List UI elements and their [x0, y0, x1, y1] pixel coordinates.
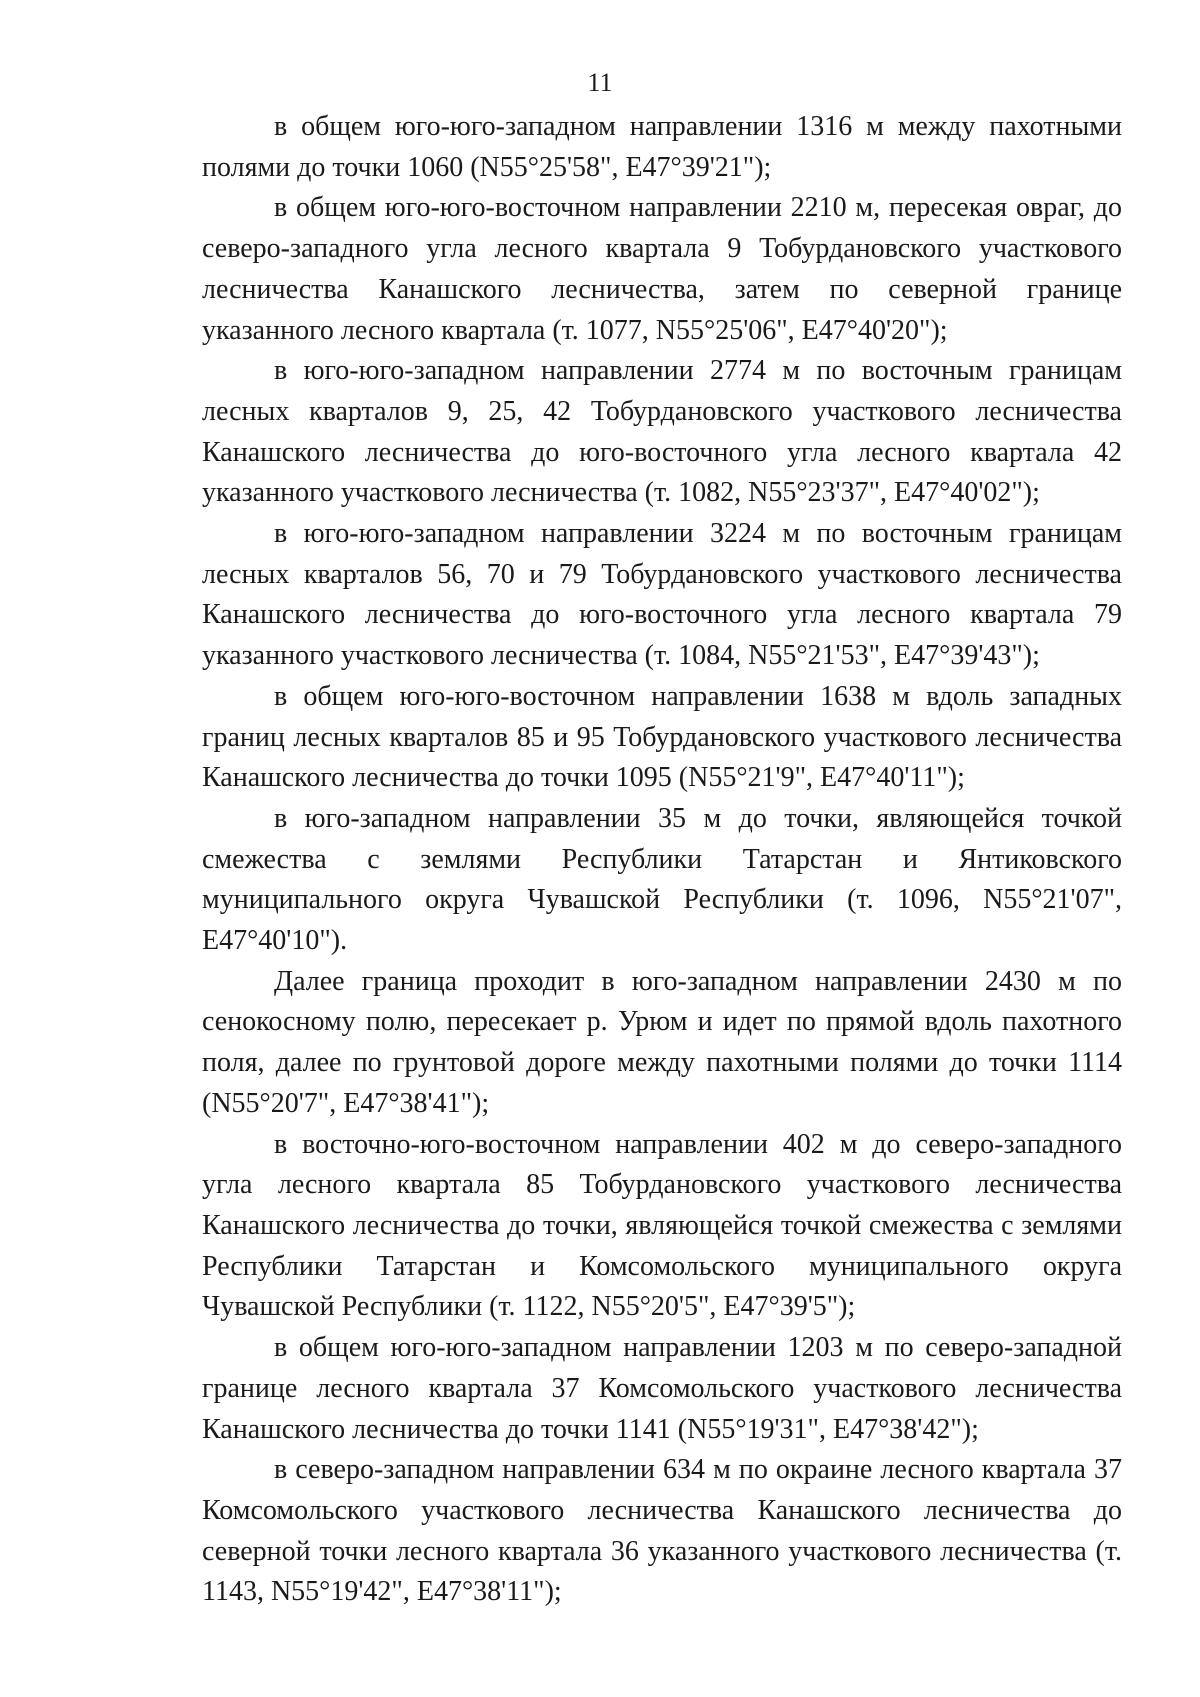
paragraph: в юго-юго-западном направлении 2774 м по восточным границам лесных кварталов 9, 25, 42 Тобурдановского участкового лесничества Канашского лесничества до юго-восточного угла лесного квартала 42 указанного участкового лесничества (т. 1082, N55°23'37", E47°40'02"); [202, 355, 1122, 509]
paragraph: в общем юго-юго-восточном направлении 2210 м, пересекая овраг, до северо-западного угла лесного квартала 9 Тобурдановского участкового лесничества Канашского лесничества, затем по северной границе указанного лесного квартала (т. 1077, N55°25'06", E47°40'20"); [202, 192, 1122, 346]
paragraph: Далее граница проходит в юго-западном направлении 2430 м по сенокосному полю, пересекает р. Урюм и идет по прямой вдоль пахотного поля, далее по грунтовой дороге между пахотными полями до точки 1114 (N55°20'7", E47°38'41"); [202, 965, 1122, 1119]
paragraph: в юго-западном направлении 35 м до точки, являющейся точкой смежества с землями Республики Татарстан и Янтиковского муниципального округа Чувашской Республики (т. 1096, N55°21'07", E47°40'10"). [202, 802, 1122, 957]
paragraph: в северо-западном направлении 634 м по окраине лесного квартала 37 Комсомольского участкового лесничества Канашского лесничества до северной точки лесного квартала 36 указанного участкового лесничества (т. 1143, N55°19'42", E47°38'11"); [202, 1454, 1122, 1608]
paragraph: в общем юго-юго-западном направлении 1316 м между пахотными полями до точки 1060 (N55°25'58", E47°39'21"); [202, 111, 1122, 183]
paragraph: в общем юго-юго-восточном направлении 1638 м вдоль западных границ лесных кварталов 85 и 95 Тобурдановского участкового лесничества Канашского лесничества до точки 1095 (N55°21'9", E47°40'11"); [202, 680, 1122, 794]
document-body [202, 107, 1122, 1613]
paragraph: в юго-юго-западном направлении 3224 м по восточным границам лесных кварталов 56, 70 и 79 Тобурдановского участкового лесничества Канашского лесничества до юго-восточного угла лесного квартала 79 указанного участкового лесничества (т. 1084, N55°21'53", E47°39'43"); [202, 518, 1122, 672]
paragraph: в общем юго-юго-западном направлении 1203 м по северо-западной границе лесного квартала 37 Комсомольского участкового лесничества Канашского лесничества до точки 1141 (N55°19'31", E47°38'42"); [202, 1332, 1122, 1445]
page-number: 11 [587, 68, 613, 97]
paragraph: в восточно-юго-восточном направлении 402 м до северо-западного угла лесного квартала 85 Тобурдановского участкового лесничества Канашского лесничества до точки, являющейся точкой смежества с землями Республики Татарстан и Комсомольского муниципального округа Чувашской Республики (т. 1122, N55°20'5", E47°39'5"); [202, 1128, 1122, 1323]
